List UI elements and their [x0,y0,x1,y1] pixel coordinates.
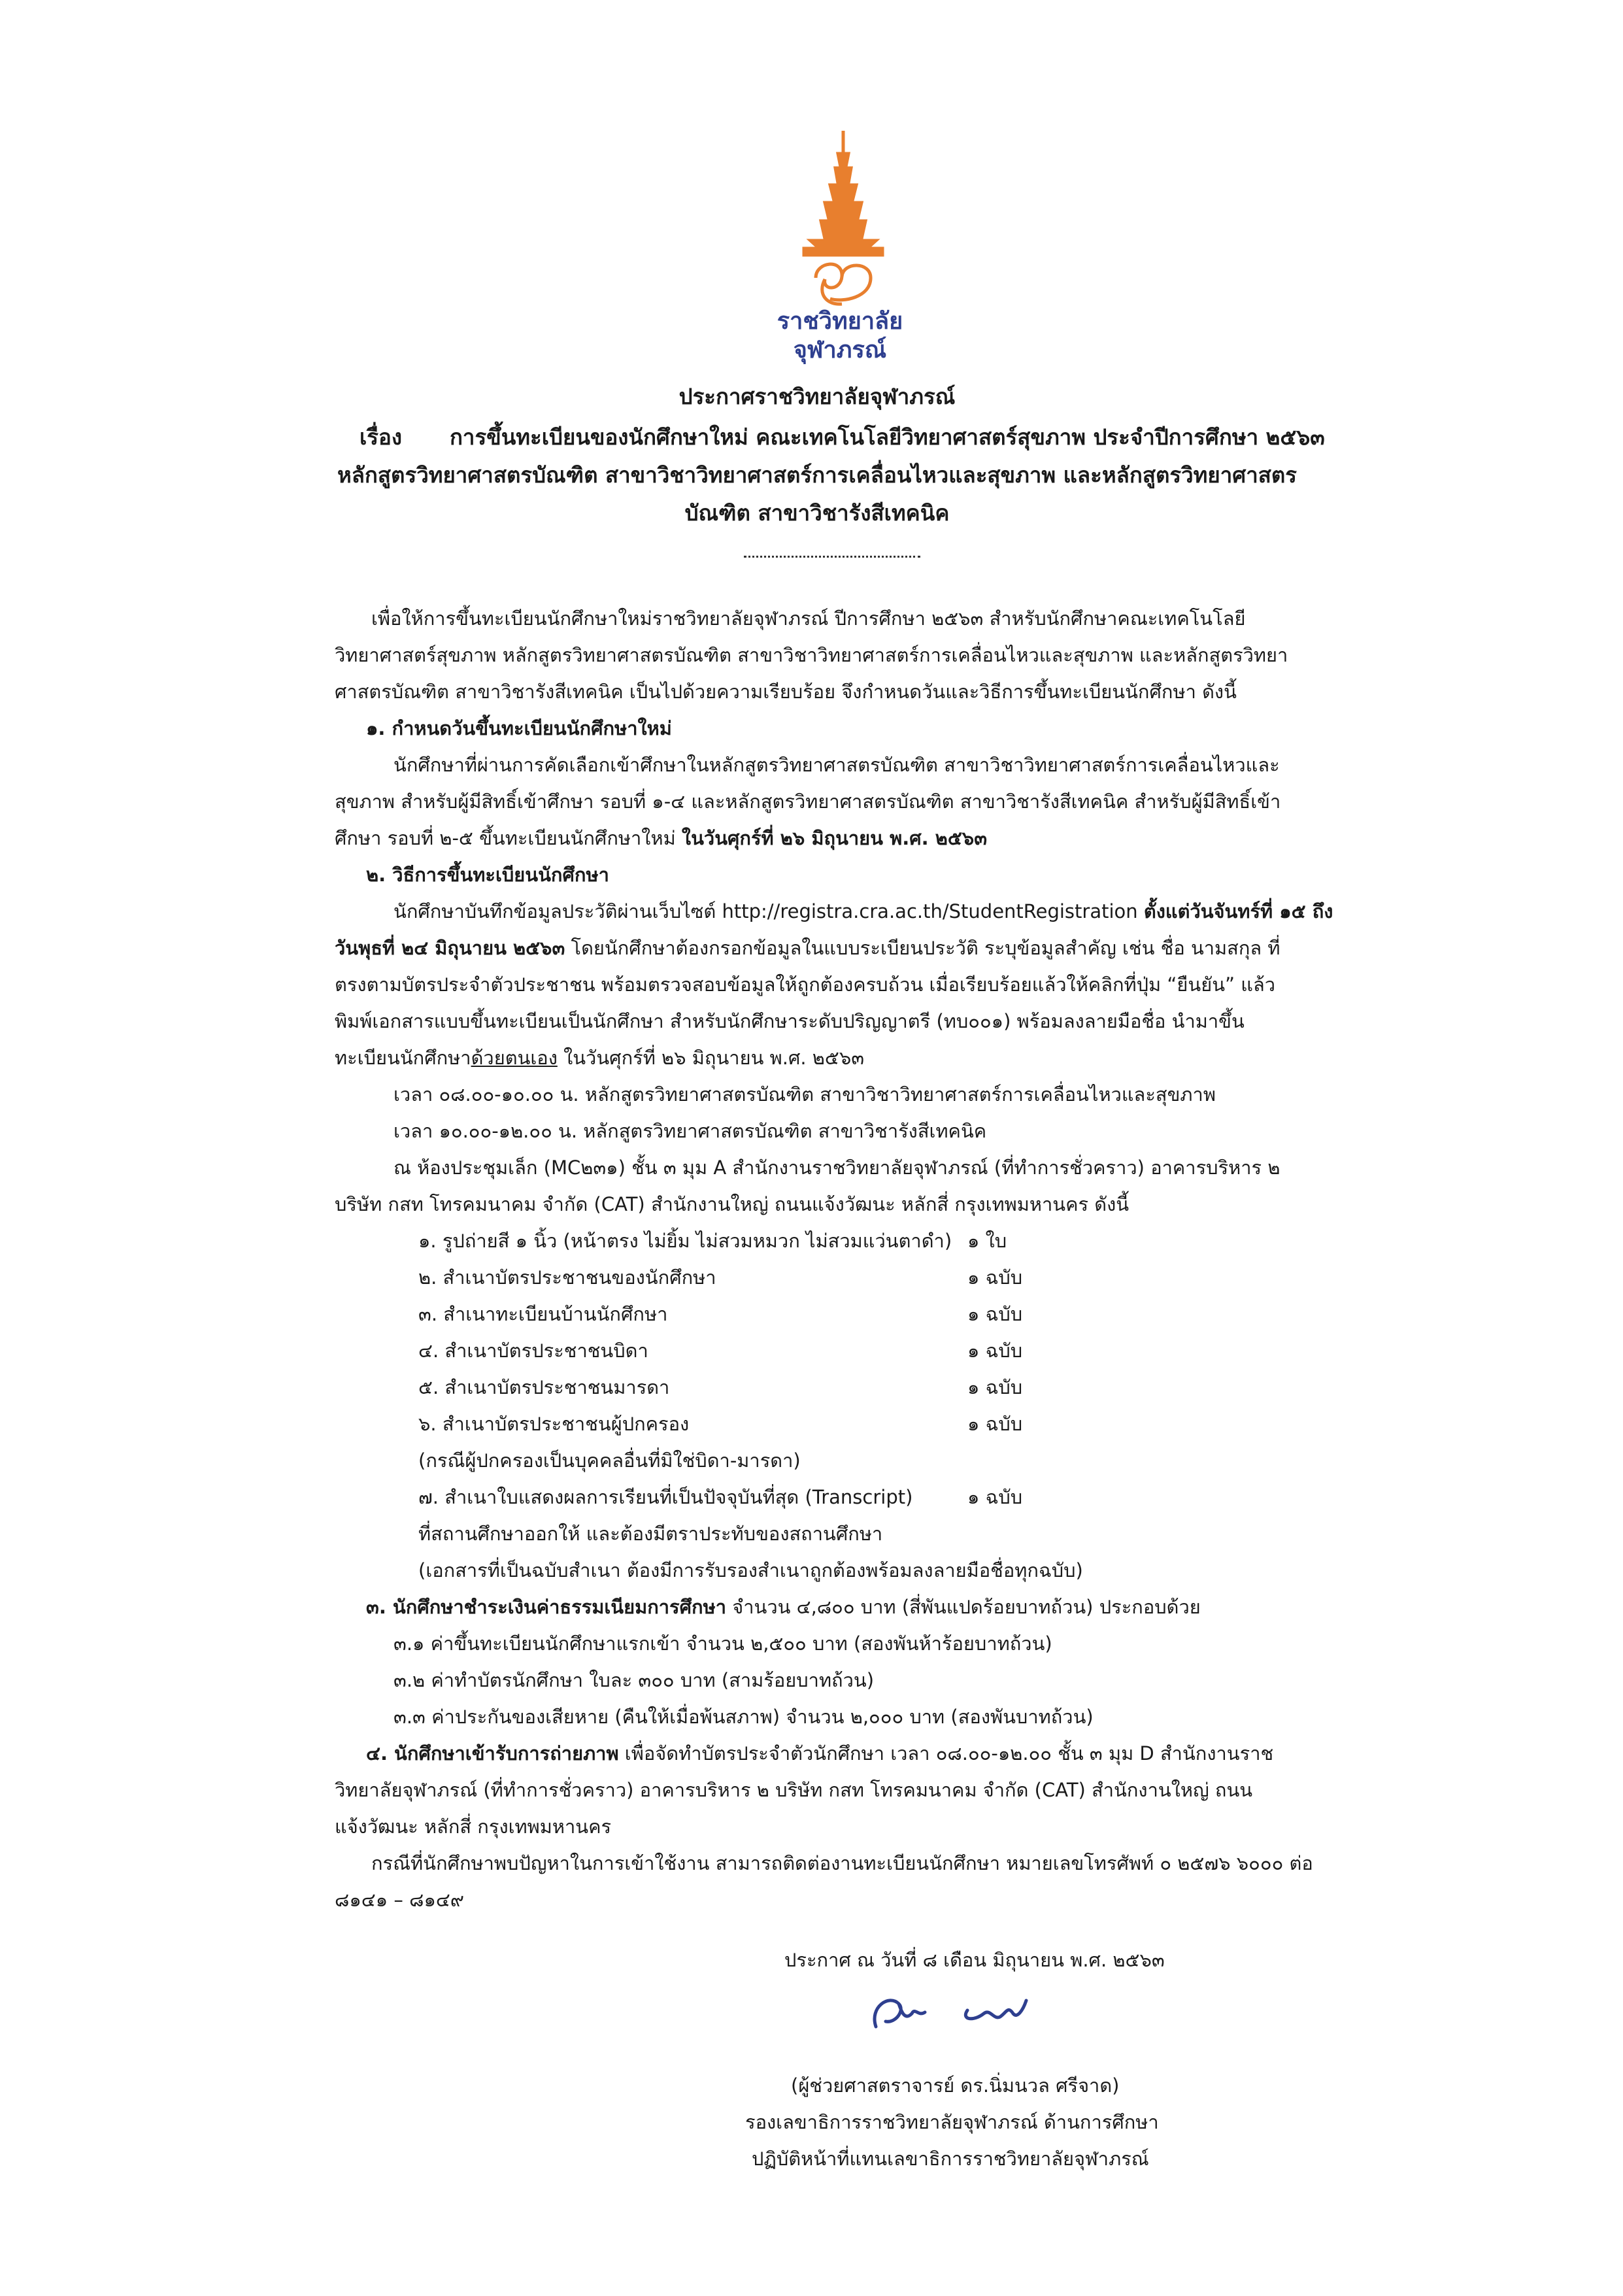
contact-line1: กรณีที่นักศึกษาพบปัญหาในการเข้าใช้งาน สามารถติดต่องานทะเบียนนักศึกษา หมายเลขโทรศัพท์ ๐ ๒๕๗๖ ๖๐๐๐ ต่อ [371,1852,1313,1874]
subject-line3: บัณฑิต สาขาวิชารังสีเทคนิค [684,500,950,526]
document-item-5: ๕. สำเนาบัตรประชาชนมารดา [418,1376,670,1398]
section2-line5-rest: ในวันศุกร์ที่ ๒๖ มิถุนายน พ.ศ. ๒๕๖๓ [557,1047,865,1069]
signer-name: (ผู้ช่วยศาสตราจารย์ ดร.นิ่มนวล ศรีจาด) [791,2074,1120,2097]
announcement-title: ประกาศราชวิทยาลัยจุฬาภรณ์ [678,384,956,409]
section1-line2: สุขภาพ สำหรับผู้มีสิทธิ์เข้าศึกษา รอบที่ ๑-๔ และหลักสูตรวิทยาศาสตรบัณฑิต สาขาวิชารังสีเทคนิค สำหรับผู้มีสิทธิ์เข้า [335,790,1281,813]
section3-heading: ๓. นักศึกษาชำระเงินค่าธรรมเนียมการศึกษา [366,1596,726,1618]
fee-item-2: ๓.๒ ค่าทำบัตรนักศึกษา ใบละ ๓๐๐ บาท (สามร้อยบาทถ้วน) [393,1669,875,1691]
subject-line2: หลักสูตรวิทยาศาสตรบัณฑิต สาขาวิชาวิทยาศาสตร์การเคลื่อนไหวและสุขภาพ และหลักสูตรวิทยาศาสตร [337,462,1297,488]
section1-line3 [335,825,987,851]
section4-line1 [366,1740,1273,1766]
announce-date: ประกาศ ณ วันที่ ๘ เดือน มิถุนายน พ.ศ. ๒๕๖๓ [784,1949,1165,1971]
section4-line2: วิทยาลัยจุฬาภรณ์ (ที่ทำการชั่วคราว) อาคารบริหาร ๒ บริษัท กสท โทรคมนาคม จำกัด (CAT) สำนักงานใหญ่ ถนน [335,1779,1253,1801]
transcript-note: ที่สถานศึกษาออกให้ และต้องมีตราประทับของสถานศึกษา [418,1523,883,1545]
section3-heading-row [366,1594,1201,1620]
signature [863,1981,1059,2046]
document-qty-5: ๑ ฉบับ [967,1376,1023,1398]
document-item-2: ๒. สำเนาบัตรประชาชนของนักศึกษา [418,1266,716,1289]
document-qty-1: ๑ ใบ [967,1230,1007,1252]
document-item-7: ๗. สำเนาใบแสดงผลการเรียนที่เป็นปัจจุบันที่สุด (Transcript) [418,1486,913,1508]
venue-line2: บริษัท กสท โทรคมนาคม จำกัด (CAT) สำนักงานใหญ่ ถนนแจ้งวัฒนะ หลักสี่ กรุงเทพมหานคร ดังนี้ [335,1193,1129,1215]
fee-item-3: ๓.๓ ค่าประกันของเสียหาย (คืนให้เมื่อพ้นสภาพ) จำนวน ๒,๐๐๐ บาท (สองพันบาทถ้วน) [393,1706,1094,1728]
time-slot-2: เวลา ๑๐.๐๐-๑๒.๐๐ น. หลักสูตรวิทยาศาสตรบัณฑิต สาขาวิชารังสีเทคนิค [393,1120,987,1142]
subject-row [360,421,1325,454]
document-qty-6: ๑ ฉบับ [967,1413,1023,1435]
document-qty-2: ๑ ฉบับ [967,1266,1023,1289]
section2-line5 [335,1045,864,1071]
time-slot-1: เวลา ๐๘.๐๐-๑๐.๐๐ น. หลักสูตรวิทยาศาสตรบัณฑิต สาขาวิชาวิทยาศาสตร์การเคลื่อนไหวและสุขภาพ [393,1083,1216,1106]
venue-line1: ณ ห้องประชุมเล็ก (MC๒๓๑) ชั้น ๓ มุม A สำนักงานราชวิทยาลัยจุฬาภรณ์ (ที่ทำการชั่วคราว) อาคารบริหาร ๒ [393,1156,1280,1179]
subject-label: เรื่อง [360,424,402,450]
section2-end-date: วันพุธที่ ๒๔ มิถุนายน ๒๕๖๓ [335,937,565,959]
document-qty-4: ๑ ฉบับ [967,1340,1023,1362]
section2-line3: ตรงตามบัตรประจำตัวประชาชน พร้อมตรวจสอบข้อมูลให้ถูกต้องครบถ้วน เมื่อเรียบร้อยแล้วให้คลิกที่ปุ่ม “ยืนยัน” แล้ว [335,973,1276,996]
section4-heading: ๔. นักศึกษาเข้ารับการถ่ายภาพ [366,1742,619,1764]
section2-start-date: ตั้งแต่วันจันทร์ที่ ๑๕ ถึง [1143,900,1333,922]
intro-line2: วิทยาศาสตร์สุขภาพ หลักสูตรวิทยาศาสตรบัณฑิต สาขาวิชาวิทยาศาสตร์การเคลื่อนไหวและสุขภาพ และหลักสูตรวิทยา [335,644,1288,666]
section2-line1-text: นักศึกษาบันทึกข้อมูลประวัติผ่านเว็บไซต์ http://registra.cra.ac.th/StudentRegistration [393,900,1144,922]
signer-title-2: ปฏิบัติหน้าที่แทนเลขาธิการราชวิทยาลัยจุฬาภรณ์ [752,2148,1149,2170]
document-qty-3: ๑ ฉบับ [967,1303,1023,1325]
in-person-emphasis: ด้วยตนเอง [471,1047,558,1069]
section1-line1: นักศึกษาที่ผ่านการคัดเลือกเข้าศึกษาในหลักสูตรวิทยาศาสตรบัณฑิต สาขาวิชาวิทยาศาสตร์การเคลื่อนไหวและ [393,754,1280,776]
subject-line1: การขึ้นทะเบียนของนักศึกษาใหม่ คณะเทคโนโลยีวิทยาศาสตร์สุขภาพ ประจำปีการศึกษา ๒๕๖๓ [449,424,1325,450]
copy-certification-note: (เอกสารที่เป็นฉบับสำเนา ต้องมีการรับรองสำเนาถูกต้องพร้อมลงลายมือชื่อทุกฉบับ) [418,1559,1083,1581]
fee-item-1: ๓.๑ ค่าขึ้นทะเบียนนักศึกษาแรกเข้า จำนวน ๒,๕๐๐ บาท (สองพันห้าร้อยบาทถ้วน) [393,1632,1052,1655]
registration-date: ในวันศุกร์ที่ ๒๖ มิถุนายน พ.ศ. ๒๕๖๓ [681,827,988,849]
section4-line1-text: เพื่อจัดทำบัตรประจำตัวนักศึกษา เวลา ๐๘.๐๐-๑๒.๐๐ ชั้น ๓ มุม D สำนักงานราช [618,1742,1274,1764]
section2-line4: พิมพ์เอกสารแบบขึ้นทะเบียนเป็นนักศึกษา สำหรับนักศึกษาระดับปริญญาตรี (ทบ๐๐๑) พร้อมลงลายมือชื่อ นำมาขึ้น [335,1010,1245,1032]
logo-text-line2: จุฬาภรณ์ [793,337,887,363]
section2-heading: ๒. วิธีการขึ้นทะเบียนนักศึกษา [366,864,609,886]
intro-line1: เพื่อให้การขึ้นทะเบียนนักศึกษาใหม่ราชวิทยาลัยจุฬาภรณ์ ปีการศึกษา ๒๕๖๓ สำหรับนักศึกษาคณะเทคโนโลยี [371,607,1246,630]
section2-line5-text: ทะเบียนนักศึกษา [335,1047,471,1069]
document-item-3: ๓. สำเนาทะเบียนบ้านนักศึกษา [418,1303,668,1325]
document-item-6: ๖. สำเนาบัตรประชาชนผู้ปกครอง [418,1413,690,1435]
document-item-4: ๔. สำเนาบัตรประชาชนบิดา [418,1340,648,1362]
contact-line2: ๘๑๔๑ – ๘๑๔๙ [335,1889,465,1911]
logo-text-line1: ราชวิทยาลัย [777,308,903,335]
section3-total: จำนวน ๔,๘๐๐ บาท (สี่พันแปดร้อยบาทถ้วน) ประกอบด้วย [726,1596,1201,1618]
guardian-note: (กรณีผู้ปกครองเป็นบุคคลอื่นที่มิใช่บิดา-มารดา) [418,1449,801,1472]
section2-line2 [335,935,1280,961]
section1-line3-text: ศึกษา รอบที่ ๒-๕ ขึ้นทะเบียนนักศึกษาใหม่ [335,827,682,849]
section4-line3: แจ้งวัฒนะ หลักสี่ กรุงเทพมหานคร [335,1815,612,1838]
document-qty-7: ๑ ฉบับ [967,1486,1023,1508]
section1-heading: ๑. กำหนดวันขึ้นทะเบียนนักศึกษาใหม่ [366,717,672,739]
title-divider [744,556,920,558]
intro-line3: ศาสตรบัณฑิต สาขาวิชารังสีเทคนิค เป็นไปด้วยความเรียบร้อย จึงกำหนดวันและวิธีการขึ้นทะเบียนนักศึกษา ดังนี้ [335,681,1237,703]
signer-title-1: รองเลขาธิการราชวิทยาลัยจุฬาภรณ์ ด้านการศึกษา [745,2111,1159,2133]
document-item-1: ๑. รูปถ่ายสี ๑ นิ้ว (หน้าตรง ไม่ยิ้ม ไม่สวมหมวก ไม่สวมแว่นตาดำ) [418,1230,952,1252]
section2-line2-text: โดยนักศึกษาต้องกรอกข้อมูลในแบบระเบียนประวัติ ระบุข้อมูลสำคัญ เช่น ชื่อ นามสกุล ที่ [565,937,1280,959]
signature-icon [863,1981,1059,2046]
section2-line1 [393,898,1333,924]
